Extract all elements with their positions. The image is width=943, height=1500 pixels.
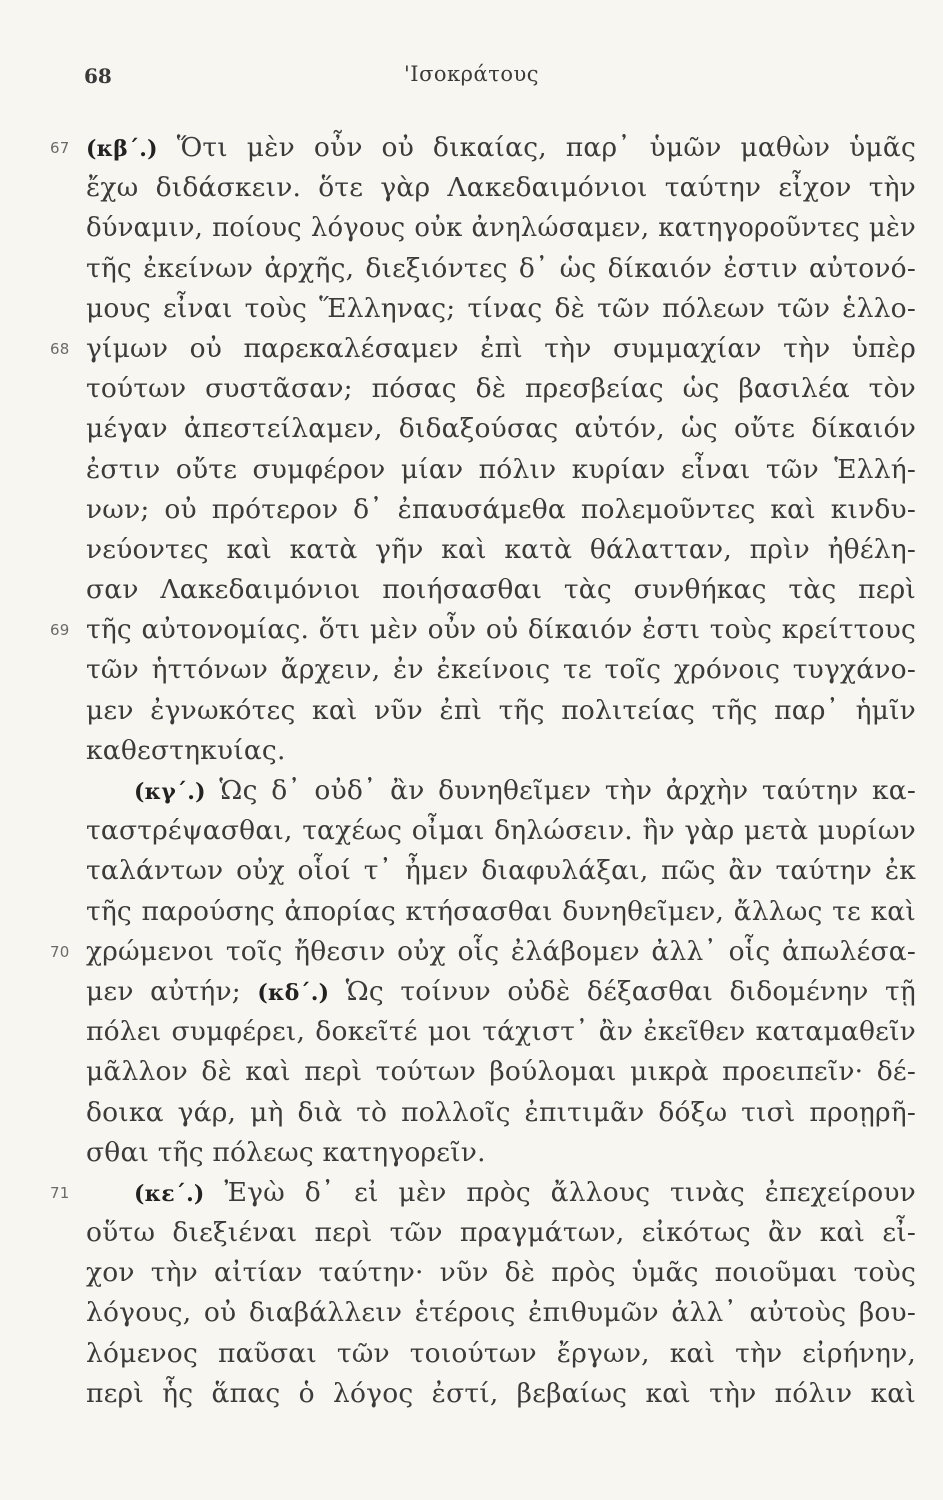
line-text: ἐστιν οὔτε συμφέρον μίαν πόλιν κυρίαν εἶναι τῶν Ἑλλή- <box>86 453 916 485</box>
line-text: χρώμενοι τοῖς ἤθεσιν οὐχ οἷς ἐλάβομεν ἀλλ᾿ οἷς ἀπωλέσα- <box>86 935 916 967</box>
text-line <box>86 168 916 208</box>
line-text: τῶν ἡττόνων ἄρχειν, ἐν ἐκείνοις τε τοῖς χρόνοις τυγχάνο- <box>86 654 916 686</box>
line-text: Ὡς δ᾿ οὐδ᾿ ἂν δυνηθεῖμεν τὴν ἀρχὴν ταύτην κα- <box>205 775 916 806</box>
line-text: σαν Λακεδαιμόνιοι ποιήσασθαι τὰς συνθήκας τὰς περὶ <box>86 574 916 606</box>
text-line <box>86 1374 916 1414</box>
line-text: πόλει συμφέρει, δοκεῖτέ μοι τάχιστ᾿ ἂν ἐκεῖθεν καταμαθεῖν <box>86 1016 916 1048</box>
text-line <box>86 1012 916 1052</box>
text-line <box>86 1293 916 1333</box>
text-line <box>86 691 916 731</box>
line-text: Ἐγὼ δ᾿ εἰ μὲν πρὸς ἄλλους τινὰς ἐπεχείρουν <box>204 1176 916 1208</box>
line-text: μᾶλλον δὲ καὶ περὶ τούτων βούλομαι μικρὰ προειπεῖν· δέ- <box>86 1056 916 1088</box>
line-text: μέγαν ἀπεστείλαμεν, διδαξούσας αὐτόν, ὡς οὔτε δίκαιόν <box>86 413 916 445</box>
line-text: νων; οὐ πρότερον δ᾿ ἐπαυσάμεθα πολεμοῦντες καὶ κινδυ- <box>86 493 916 525</box>
text-line <box>86 530 916 570</box>
line-text: λόγους, οὐ διαβάλλειν ἑτέροις ἐπιθυμῶν ἀλλ᾿ αὐτοὺς βου- <box>86 1297 916 1329</box>
text-line <box>86 1334 916 1374</box>
section-marker: (κγ΄.) <box>134 779 206 805</box>
line-text: ταλάντων οὐχ οἷοί τ᾿ ἦμεν διαφυλάξαι, πῶς ἂν ταύτην ἐκ <box>86 855 916 887</box>
text-line <box>86 972 916 1012</box>
line-text: τῆς αὐτονομίας. ὅτι μὲν οὖν οὐ δίκαιόν ἐστι τοὺς κρείττους <box>86 614 916 646</box>
line-text: δοικα γάρ, μὴ διὰ τὸ πολλοῖς ἐπιτιμᾶν δόξω τισὶ προῃρῆ- <box>86 1096 916 1128</box>
text-line <box>86 771 916 811</box>
margin-line-number: 68 <box>50 339 70 358</box>
text-line <box>86 731 916 771</box>
margin-line-number: 67 <box>50 139 70 157</box>
line-text: οὕτω διεξιέναι περὶ τῶν πραγμάτων, εἰκότως ἂν καὶ εἶ- <box>86 1217 916 1249</box>
running-title: 'Ισοκράτους <box>404 62 539 86</box>
text-line <box>50 329 916 369</box>
text-line <box>86 1052 916 1092</box>
text-line <box>86 811 916 851</box>
text-line <box>86 490 916 530</box>
text-line <box>50 128 916 168</box>
line-text: δύναμιν, ποίους λόγους οὐκ ἀνηλώσαμεν, κατηγοροῦντες μὲν <box>86 213 916 244</box>
page-header <box>0 62 943 96</box>
line-text: χον τὴν αἰτίαν ταύτην· νῦν δὲ πρὸς ὑμᾶς ποιοῦμαι τοὺς <box>86 1257 916 1289</box>
page-number: 68 <box>84 64 112 88</box>
line-text: νεύοντες καὶ κατὰ γῆν καὶ κατὰ θάλατταν, πρὶν ἠθέλη- <box>86 533 916 565</box>
text-line <box>86 1133 916 1173</box>
line-text: ἔχω διδάσκειν. ὅτε γὰρ Λακεδαιμόνιοι ταύτην εἶχον τὴν <box>86 172 916 204</box>
line-text-after: Ὡς τοίνυν οὐδὲ δέξασθαι διδομένην τῇ <box>329 975 916 1007</box>
line-text: ταστρέψασθαι, ταχέως οἶμαι δηλώσειν. ἣν γὰρ μετὰ μυρίων <box>86 815 916 847</box>
text-line <box>86 1213 916 1253</box>
line-text: γίμων οὐ παρεκαλέσαμεν ἐπὶ τὴν συμμαχίαν τὴν ὑπὲρ <box>86 332 916 364</box>
line-text: τῆς ἐκείνων ἀρχῆς, διεξιόντες δ᾿ ὡς δίκαιόν ἐστιν αὐτονό- <box>86 252 916 284</box>
line-text: τῆς παρούσης ἀπορίας κτήσασθαι δυνηθεῖμεν, ἄλλως τε καὶ <box>86 895 916 927</box>
text-line <box>86 851 916 891</box>
section-marker: (κβ΄.) <box>86 136 158 162</box>
margin-line-number: 69 <box>50 621 70 640</box>
text-line <box>86 249 916 289</box>
text-line <box>50 932 916 972</box>
line-text: σθαι τῆς πόλεως κατηγορεῖν. <box>86 1136 486 1168</box>
line-text: μεν αὐτήν; <box>86 975 258 1007</box>
text-line <box>86 650 916 690</box>
text-line <box>86 450 916 490</box>
line-text: λόμενος παῦσαι τῶν τοιούτων ἔργων, καὶ τὴν εἰρήνην, <box>86 1337 916 1369</box>
line-text: καθεστηκυίας. <box>86 734 286 766</box>
line-text: περὶ ἧς ἅπας ὁ λόγος ἐστί, βεβαίως καὶ τὴν πόλιν καὶ <box>86 1377 916 1409</box>
text-line <box>86 208 916 248</box>
margin-line-number: 71 <box>50 1183 70 1202</box>
margin-line-number: 70 <box>50 942 70 961</box>
text-line <box>50 610 916 650</box>
body-text <box>50 128 916 1414</box>
line-text: μεν ἐγνωκότες καὶ νῦν ἐπὶ τῆς πολιτείας τῆς παρ᾿ ἡμῖν <box>86 694 916 726</box>
section-marker: (κδ΄.) <box>257 979 330 1006</box>
text-line <box>86 289 916 329</box>
text-line <box>86 892 916 932</box>
line-text: μους εἶναι τοὺς Ἕλληνας; τίνας δὲ τῶν πόλεων τῶν ἑλλο- <box>86 292 916 324</box>
text-line <box>50 1173 916 1213</box>
text-line <box>86 570 916 610</box>
text-line <box>86 409 916 449</box>
line-text: τούτων συστᾶσαν; πόσας δὲ πρεσβείας ὡς βασιλέα τὸν <box>86 373 916 405</box>
line-text: Ὅτι μὲν οὖν οὐ δικαίας, παρ᾿ ὑμῶν μαθὼν ὑμᾶς <box>157 132 916 163</box>
section-marker: (κε΄.) <box>134 1180 205 1207</box>
text-line <box>86 1093 916 1133</box>
text-line <box>86 1253 916 1293</box>
text-line <box>86 369 916 409</box>
